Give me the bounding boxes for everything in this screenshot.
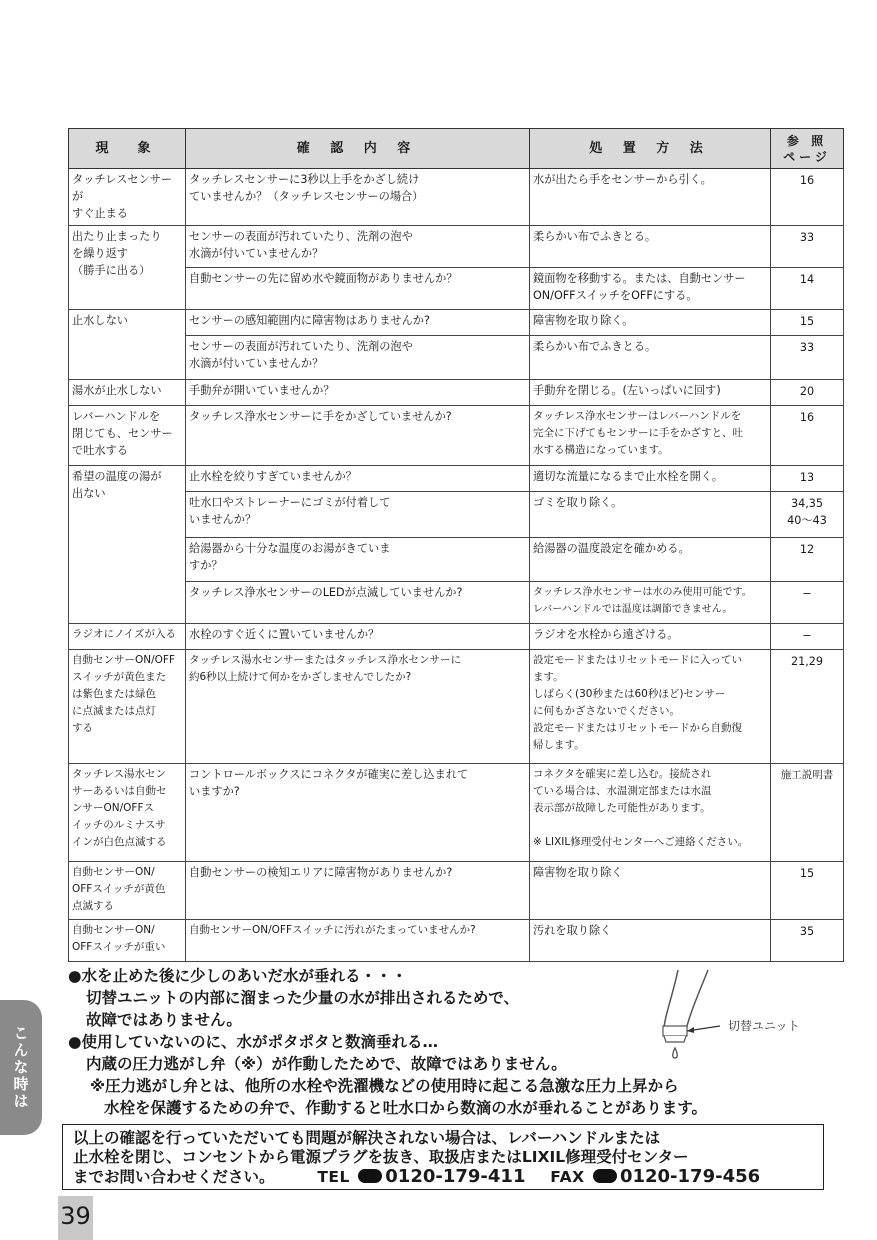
figure-label: 切替ユニット <box>728 1019 800 1033</box>
check-cell: タッチレス浄水センサーのLEDが点滅していませんか? <box>186 582 530 624</box>
check-cell: タッチレス浄水センサーに手をかざしていませんか? <box>186 406 530 466</box>
header-action: 処 置 方 法 <box>530 129 771 169</box>
action-cell: 給湯器の温度設定を確かめる。 <box>530 538 771 582</box>
page-cell: 15 <box>771 310 844 336</box>
page-cell: 13 <box>771 466 844 492</box>
table-header-row <box>69 129 844 169</box>
check-cell: 自動センサーON/OFFスイッチに汚れがたまっていませんか? <box>186 920 530 962</box>
phenomenon-cell: タッチレスセンサーが すぐ止まる <box>69 169 186 226</box>
table-row <box>69 310 844 336</box>
table-row <box>69 226 844 268</box>
note-text: 故障ではありません。 <box>86 1011 242 1029</box>
table-row <box>69 406 844 466</box>
fax-label: FAX <box>550 1168 585 1186</box>
action-cell: タッチレス浄水センサーはレバーハンドルを 完全に下げてもセンサーに手をかざすと、吐 水する構造になっています。 <box>530 406 771 466</box>
action-cell: 障害物を取り除く。 <box>530 310 771 336</box>
table-row <box>69 920 844 962</box>
check-cell: 止水栓を絞りすぎていませんか？ <box>186 466 530 492</box>
action-cell: コネクタを確実に差し込む。接続され ている場合は、水温測定部または水温 表示部が故障した可能性があります。 ※ LIXIL修理受付センターへご連絡ください。 <box>530 764 771 862</box>
phenomenon-cell: 希望の温度の湯が 出ない <box>69 466 186 624</box>
phenomenon-cell: 自動センサーON/OFF スイッチが黄色また は紫色または緑色 に点滅または点灯 する <box>69 650 186 764</box>
freedial-icon <box>358 1169 382 1183</box>
faucet-body <box>664 970 708 1030</box>
page-cell: 16 <box>771 406 844 466</box>
action-cell: 汚れを取り除く <box>530 920 771 962</box>
phenomenon-cell: 自動センサーON/ OFFスイッチが重い <box>69 920 186 962</box>
phenomenon-cell: ラジオにノイズが入る <box>69 624 186 650</box>
page-cell: 15 <box>771 862 844 920</box>
phenomenon-cell: レバーハンドルを 閉じても、センサー で吐水する <box>69 406 186 466</box>
page-cell: − <box>771 582 844 624</box>
check-cell: 水栓のすぐ近くに置いていませんか？ <box>186 624 530 650</box>
contact-line: 止水栓を閉じ、コンセントから電源プラグを抜き、取扱店またはLIXIL修理受付センター <box>73 1148 689 1166</box>
contact-line-with-numbers <box>73 1167 813 1187</box>
check-cell: センサーの表面が汚れていたり、洗剤の泡や 水滴が付いていませんか？ <box>186 226 530 268</box>
page-cell: 20 <box>771 380 844 406</box>
contact-box <box>62 1124 824 1190</box>
page-cell: 21,29 <box>771 650 844 764</box>
check-cell: センサーの表面が汚れていたり、洗剤の泡や 水滴が付いていませんか？ <box>186 336 530 380</box>
page-number: 39 <box>58 1196 93 1240</box>
action-cell: ラジオを水栓から遠ざける。 <box>530 624 771 650</box>
page-cell: 12 <box>771 538 844 582</box>
table-row <box>69 764 844 862</box>
table-row <box>69 268 844 310</box>
check-cell: 手動弁が開いていませんか？ <box>186 380 530 406</box>
header-check: 確 認 内 容 <box>186 129 530 169</box>
table-row <box>69 624 844 650</box>
action-cell: 設定モードまたはリセットモードに入ってい ます。 しばらく(30秒または60秒ほど)センサー に何もかざさないでください。 設定モードまたはリセットモードから自動復 帰します。 <box>530 650 771 764</box>
tel-label: TEL <box>317 1168 350 1186</box>
check-cell: センサーの感知範囲内に障害物はありませんか? <box>186 310 530 336</box>
page-cell: 14 <box>771 268 844 310</box>
switching-unit-illustration <box>650 968 810 1068</box>
phenomenon-cell: 湯水が止水しない <box>69 380 186 406</box>
note-text: 水栓を保護するための弁で、作動すると吐水口から数滴の水が垂れることがあります。 <box>104 1099 707 1117</box>
check-cell: コントロールボックスにコネクタが確実に差し込まれて いますか? <box>186 764 530 862</box>
action-cell: 柔らかい布でふきとる。 <box>530 226 771 268</box>
table-row <box>69 492 844 538</box>
action-cell: 手動弁を閉じる。(左いっぱいに回す) <box>530 380 771 406</box>
phenomenon-cell: タッチレス湯水セン サーあるいは自動セ ンサーON/OFFス イッチのルミナスサ インが白色点滅する <box>69 764 186 862</box>
check-cell: 自動センサーの先に留め水や鏡面物がありませんか？ <box>186 268 530 310</box>
action-cell: 水が出たら手をセンサーから引く。 <box>530 169 771 226</box>
table-row <box>69 336 844 380</box>
page-cell: 施工説明書 <box>771 764 844 862</box>
page-cell: 33 <box>771 336 844 380</box>
faucet-nozzle <box>664 1036 686 1042</box>
phenomenon-cell: 自動センサーON/ OFFスイッチが黄色 点滅する <box>69 862 186 920</box>
note-text: 切替ユニットの内部に溜まった少量の水が排出されるためで、 <box>86 989 520 1007</box>
fax-number: 0120-179-456 <box>619 1166 761 1187</box>
section-side-tab: こんな時は <box>0 1000 42 1135</box>
page-cell: − <box>771 624 844 650</box>
freedial-icon <box>593 1169 617 1183</box>
contact-line: 以上の確認を行っていただいても問題が解決されない場合は、レバーハンドルまたは <box>73 1129 661 1147</box>
note-heading-dripping-unused: ●使用していないのに、水がポタポタと数滴垂れる… <box>68 1033 439 1051</box>
page-cell: 34,35 40〜43 <box>771 492 844 538</box>
phenomenon-cell: 止水しない <box>69 310 186 380</box>
note-text: 内蔵の圧力逃がし弁（※）が作動したためで、故障ではありません。 <box>86 1055 567 1073</box>
table-row <box>69 169 844 226</box>
action-cell: 障害物を取り除く <box>530 862 771 920</box>
action-cell: ゴミを取り除く。 <box>530 492 771 538</box>
table-row <box>69 466 844 492</box>
page-cell: 33 <box>771 226 844 268</box>
table-row <box>69 582 844 624</box>
action-cell: 適切な流量になるまで止水栓を開く。 <box>530 466 771 492</box>
check-cell: 吐水口やストレーナーにゴミが付着して いませんか？ <box>186 492 530 538</box>
check-cell: 自動センサーの検知エリアに障害物がありませんか? <box>186 862 530 920</box>
check-cell: タッチレス湯水センサーまたはタッチレス浄水センサーに 約6秒以上続けて何かをかざしませんでしたか? <box>186 650 530 764</box>
phenomenon-cell: 出たり止まったり を繰り返す （勝手に出る） <box>69 226 186 310</box>
water-drop-icon <box>673 1048 678 1058</box>
note-text: ※圧力逃がし弁とは、他所の水栓や洗濯機などの使用時に起こる急激な圧力上昇から <box>90 1077 679 1095</box>
page-cell: 35 <box>771 920 844 962</box>
switching-unit-part <box>663 1026 687 1036</box>
header-phenomenon: 現 象 <box>69 129 186 169</box>
check-cell: 給湯器から十分な温度のお湯がきていま すか？ <box>186 538 530 582</box>
table-row <box>69 650 844 764</box>
arrow-head-icon <box>687 1027 694 1033</box>
note-heading-dripping-after-stop: ●水を止めた後に少しのあいだ水が垂れる・・・ <box>68 967 408 985</box>
header-reference-page: 参 照 ページ <box>771 129 844 169</box>
table-row <box>69 538 844 582</box>
table-row <box>69 380 844 406</box>
table-row <box>69 862 844 920</box>
troubleshooting-table <box>68 128 844 962</box>
action-cell: 柔らかい布でふきとる。 <box>530 336 771 380</box>
page-cell: 16 <box>771 169 844 226</box>
tel-number: 0120-179-411 <box>385 1166 526 1187</box>
action-cell: 鏡面物を移動する。または、自動センサー ON/OFFスイッチをOFFにする。 <box>530 268 771 310</box>
check-cell: タッチレスセンサーに3秒以上手をかざし続け ていませんか？（タッチレスセンサーの場合） <box>186 169 530 226</box>
contact-line: までお問い合わせください。 <box>73 1168 275 1186</box>
action-cell: タッチレス浄水センサーは水のみ使用可能です。 レバーハンドルでは温度は調節できません。 <box>530 582 771 624</box>
